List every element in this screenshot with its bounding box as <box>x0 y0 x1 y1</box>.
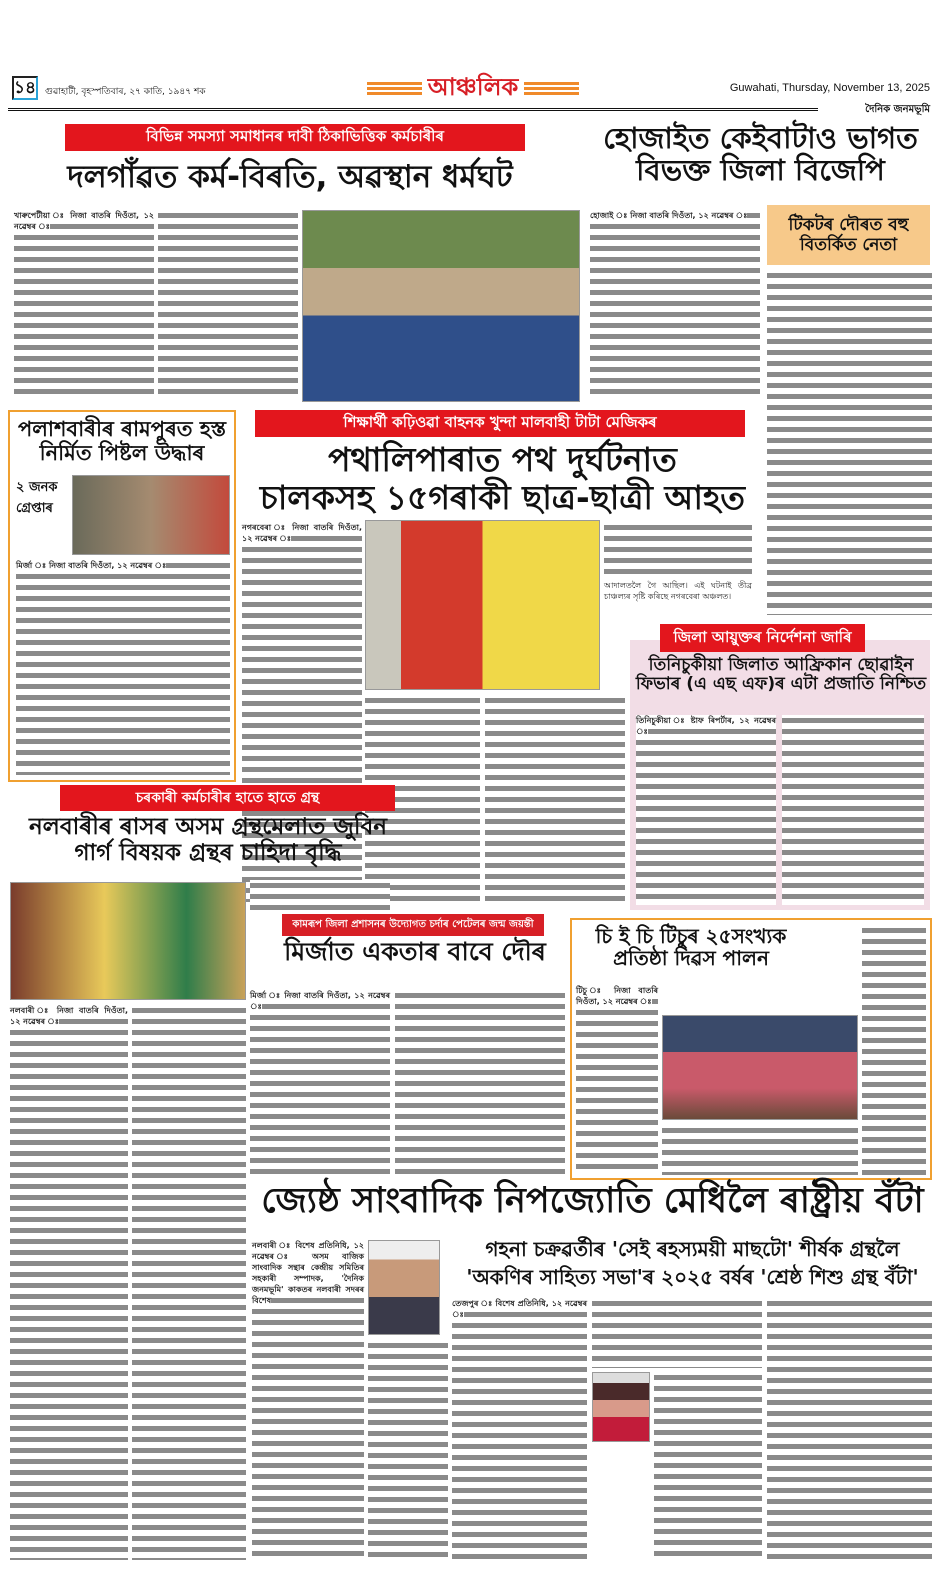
mirza-headline: মিৰ্জাত একতাৰ বাবে দৌৰ <box>284 937 546 966</box>
section-title: আঞ্চলিক <box>427 73 519 101</box>
gahana-headline-2: 'অকণিৰ সাহিত্য সভা'ৰ ২০২৫ বৰ্ষৰ 'শ্ৰেষ্ঠ শিশু গ্ৰন্থ বঁটা' <box>466 1265 919 1289</box>
logo-stripes-left <box>367 82 422 96</box>
pistol-body: মিৰ্জা ঃ নিজা বাতৰি দিওঁতা, ১২ নৱেম্বৰ ঃ <box>16 560 230 775</box>
date-bengali: গুৱাহাটী, বৃহস্পতিবাৰ, ২৭ কাতি, ১৯৪৭ শক <box>45 87 206 97</box>
gahana-body-2 <box>592 1298 762 1368</box>
cec-photo <box>662 1015 858 1120</box>
hojai-box: টিকটৰ দৌৰত বহু বিতৰ্কিত নেতা <box>767 205 930 265</box>
paper-name: দৈনিক জনমভূমি <box>865 104 930 115</box>
accident-headline-2: চালকসহ ১৫গৰাকী ছাত্ৰ-ছাত্ৰী আহত <box>259 478 746 517</box>
gahana-body-4 <box>767 1298 932 1560</box>
mirza-kicker: কামৰূপ জিলা প্ৰশাসনৰ উদ্যোগত চৰ্দাৰ পেটেলৰ জন্ম জয়ন্তী <box>282 914 544 936</box>
hojai-body: হোজাই ঃ নিজা বাতৰি দিওঁতা, ১২ নৱেম্বৰ ঃ <box>590 210 760 400</box>
tinsukia-kicker: জিলা আয়ুক্তৰ নিৰ্দেশনা জাৰি <box>660 624 865 652</box>
cec-body-3 <box>662 1125 858 1175</box>
section-logo <box>356 72 590 106</box>
tinsukia-body-2 <box>782 715 924 905</box>
pistol-headline: পলাশবাৰীৰ ৰামপুৰত হস্ত নিৰ্মিত পিষ্টল উদ্ধাৰ <box>17 417 227 465</box>
cec-body-2 <box>862 925 926 1175</box>
date-english: Guwahati, Thursday, November 13, 2025 <box>729 82 930 94</box>
bookfair-photo <box>10 882 246 1000</box>
dalgaon-headline: দলগাঁৱত কৰ্ম-বিৰতি, অৱস্থান ধৰ্মঘট <box>67 159 513 195</box>
arrest-photo <box>72 475 230 555</box>
dalgaon-kicker: বিভিন্ন সমস্যা সমাধানৰ দাবী ঠিকাভিত্তিক কৰ্মচাৰীৰ <box>65 124 525 151</box>
author-photo <box>592 1372 650 1442</box>
award-body-2 <box>368 1340 448 1560</box>
dalgaon-body-2 <box>158 210 298 400</box>
gahana-body-1: তেজপুৰ ঃ বিশেষ প্ৰতিনিধি, ১২ নৱেম্বৰ ঃ <box>452 1298 587 1560</box>
accident-kicker: শিক্ষাৰ্থী কঢ়িওৱা বাহনক খুন্দা মালবাহী টাটা মেজিকৰ <box>255 410 745 437</box>
accident-ending: আদালতলৈ গৈ আছিল। এই ঘটনাই তীব্ৰ চাঞ্চল্যৰ সৃষ্টি কৰিছে নগৰবেৰা অঞ্চলত। <box>604 581 752 601</box>
award-headline: জ্যেষ্ঠ সাংবাদিক নিপজ্যোতি মেধিলৈ ৰাষ্ট্ৰীয় বঁটা <box>261 1181 924 1221</box>
accident-body-2 <box>604 522 752 577</box>
accident-photo <box>365 520 600 690</box>
bookfair-headline: নলবাৰীৰ ৰাসৰ অসম গ্ৰন্থমেলাত জুবিন গাৰ্গ বিষয়ক গ্ৰন্থৰ চাহিদা বৃদ্ধি <box>28 814 388 866</box>
hojai-box-body <box>767 270 932 615</box>
accident-body-1: নগৰবেৰা ঃ নিজা বাতৰি দিওঁতা, ১২ নৱেম্বৰ ঃ <box>242 522 362 902</box>
accident-body-4 <box>485 695 625 905</box>
masthead-rule <box>8 108 818 113</box>
dalgaon-body-1: খাৰুপেটীয়া ঃ নিজা বাতৰি দিওঁতা, ১২ নৱেম্বৰ ঃ <box>14 210 154 400</box>
logo-stripes-right <box>524 82 579 96</box>
mirza-body-1 <box>395 990 565 1180</box>
tinsukia-body-1: তিনিচুকীয়া ঃ ষ্টাফ ৰিপৰ্টাৰ, ১২ নৱেম্বৰ ঃ <box>636 715 776 905</box>
bookfair-body-2 <box>132 1005 246 1560</box>
award-body-1: নলবাৰী ঃ বিশেষ প্ৰতিনিধি, ১২ নৱেম্বৰ ঃ অসম বাজিক সাংবাদিক সন্থাৰ কেন্দ্ৰীয় সমিতিৰ সহকাৰী সম্পাদক, 'দৈনিক জনমভূমি' কাকতৰ নলবাৰী সদৰৰ বিশেষ <box>252 1240 364 1560</box>
bookfair-body-1: নলবাৰী ঃ নিজা বাতৰি দিওঁতা, ১২ নৱেম্বৰ ঃ <box>10 1005 128 1560</box>
cec-headline: চি ই চি টিচুৰ ২৫সংখ্যক প্ৰতিষ্ঠা দিৱস পালন <box>595 924 787 971</box>
journalist-photo <box>368 1240 440 1335</box>
gahana-headline-1: গহনা চক্ৰৱৰ্তীৰ 'সেই ৰহস্যময়ী মাছটো' শীৰ্ষক গ্ৰন্থলৈ <box>485 1237 900 1261</box>
bookfair-kicker: চৰকাৰী কৰ্মচাৰীৰ হাতে হাতে গ্ৰন্থ <box>60 785 395 811</box>
hojai-headline: হোজাইত কেইবাটাও ভাগত বিভক্ত জিলা বিজেপি <box>603 121 918 188</box>
accident-headline-1: পথালিপাৰাত পথ দুৰ্ঘটনাত <box>328 440 677 479</box>
page-number: ১৪ <box>14 78 37 98</box>
bookfair-body-3 <box>250 880 390 910</box>
cec-body-1: টিচু ঃ নিজা বাতৰি দিওঁতা, ১২ নৱেম্বৰ ঃ <box>576 985 658 1175</box>
gahana-body-3 <box>654 1372 762 1560</box>
pistol-subhead: ২ জনক গ্ৰেপ্তাৰ <box>16 480 58 516</box>
tinsukia-headline: তিনিচুকীয়া জিলাত আফ্ৰিকান ছোৱাইন ফিভাৰ (এ এছ এফ)ৰ এটা প্ৰজাতি নিশ্চিত <box>635 655 927 695</box>
mirza-body-0: মিৰ্জা ঃ নিজা বাতৰি দিওঁতা, ১২ নৱেম্বৰ ঃ <box>250 990 390 1180</box>
protest-photo <box>302 210 580 402</box>
